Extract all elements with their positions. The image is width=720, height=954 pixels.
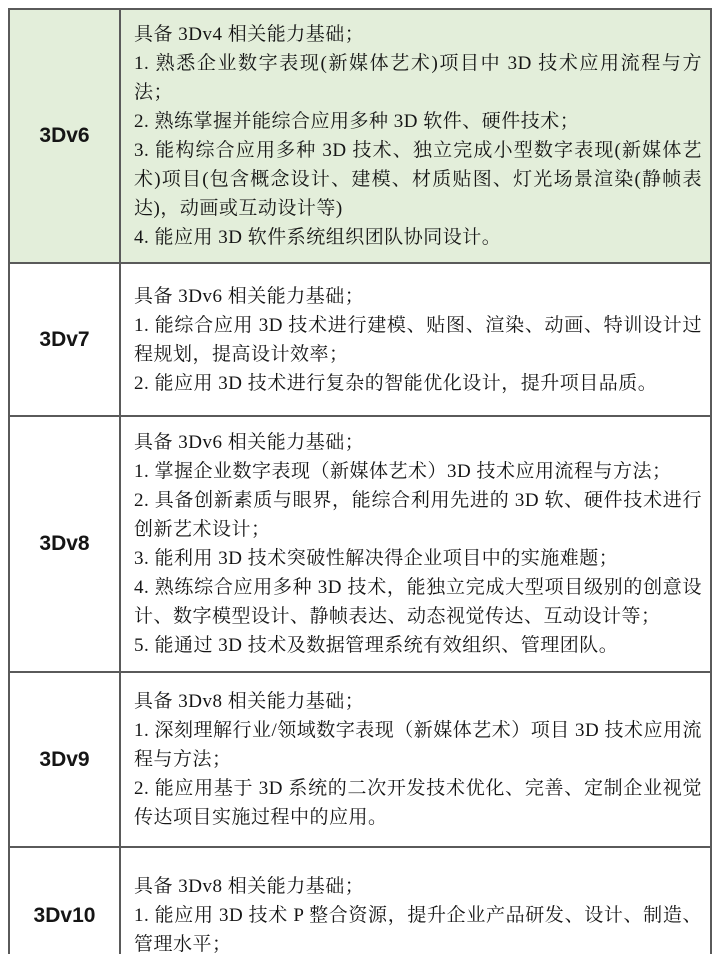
description-line: 具备 3Dv6 相关能力基础； (134, 432, 365, 453)
description-line: 具备 3Dv8 相关能力基础； (134, 691, 365, 712)
description-cell (120, 672, 711, 847)
description-line: 2. 熟练掌握并能综合应用多种 3D 软件、硬件技术； (134, 111, 580, 132)
description-line: 1. 能综合应用 3D 技术进行建模、贴图、渲染、动画、特训设计过程规划，提高设计效率； (134, 314, 702, 365)
level-cell (9, 9, 120, 263)
table-row-3dv8 (9, 416, 711, 672)
description-cell (120, 263, 711, 416)
level-cell (9, 847, 120, 954)
level-label: 3Dv9 (39, 747, 90, 771)
description-line: 1. 熟悉企业数字表现(新媒体艺术)项目中 3D 技术应用流程与方法； (134, 53, 702, 103)
level-label: 3Dv7 (39, 327, 90, 351)
level-label: 3Dv10 (33, 903, 96, 927)
level-cell (9, 263, 120, 416)
description-line: 2. 能应用基于 3D 系统的二次开发技术优化、完善、定制企业视觉传达项目实施过程中的应用。 (134, 778, 702, 828)
description-cell (120, 847, 711, 954)
description-line: 3. 能利用 3D 技术突破性解决得企业项目中的实施难题； (134, 548, 619, 569)
table-row-3dv9 (9, 672, 711, 847)
description-line: 4. 能应用 3D 软件系统组织团队协同设计。 (134, 227, 502, 248)
description-line: 具备 3Dv8 相关能力基础； (134, 876, 365, 897)
table-row-3dv10 (9, 847, 711, 954)
description-line: 2. 具备创新素质与眼界，能综合利用先进的 3D 软、硬件技术进行创新艺术设计； (134, 490, 702, 540)
table-row-3dv6 (9, 9, 711, 263)
description-line: 具备 3Dv4 相关能力基础； (134, 24, 365, 45)
description-line: 4. 熟练综合应用多种 3D 技术，能独立完成大型项目级别的创意设计、数字模型设计、静帧表达、动态视觉传达、互动设计等； (134, 577, 702, 627)
description-line: 2. 能应用 3D 技术进行复杂的智能优化设计，提升项目品质。 (134, 372, 658, 394)
level-cell (9, 416, 120, 672)
level-label: 3Dv6 (39, 124, 90, 147)
table-row-3dv7 (9, 263, 711, 416)
description-cell (120, 416, 711, 672)
level-cell (9, 672, 120, 847)
description-line: 3. 能构综合应用多种 3D 技术、独立完成小型数字表现(新媒体艺术)项目(包含概念设计、建模、材质贴图、灯光场景渲染(静帧表达)，动画或互动设计等) (134, 140, 702, 219)
description-line: 具备 3Dv6 相关能力基础； (134, 285, 365, 307)
description-line: 1. 深刻理解行业/领域数字表现（新媒体艺术）项目 3D 技术应用流程与方法； (134, 720, 703, 770)
level-label: 3Dv8 (39, 532, 90, 555)
description-line: 1. 掌握企业数字表现（新媒体艺术）3D 技术应用流程与方法； (134, 461, 672, 482)
description-line: 1. 能应用 3D 技术 P 整合资源，提升企业产品研发、设计、制造、管理水平； (134, 905, 702, 954)
description-cell (120, 9, 711, 263)
capability-level-table (8, 8, 712, 954)
description-line: 5. 能通过 3D 技术及数据管理系统有效组织、管理团队。 (134, 635, 619, 656)
